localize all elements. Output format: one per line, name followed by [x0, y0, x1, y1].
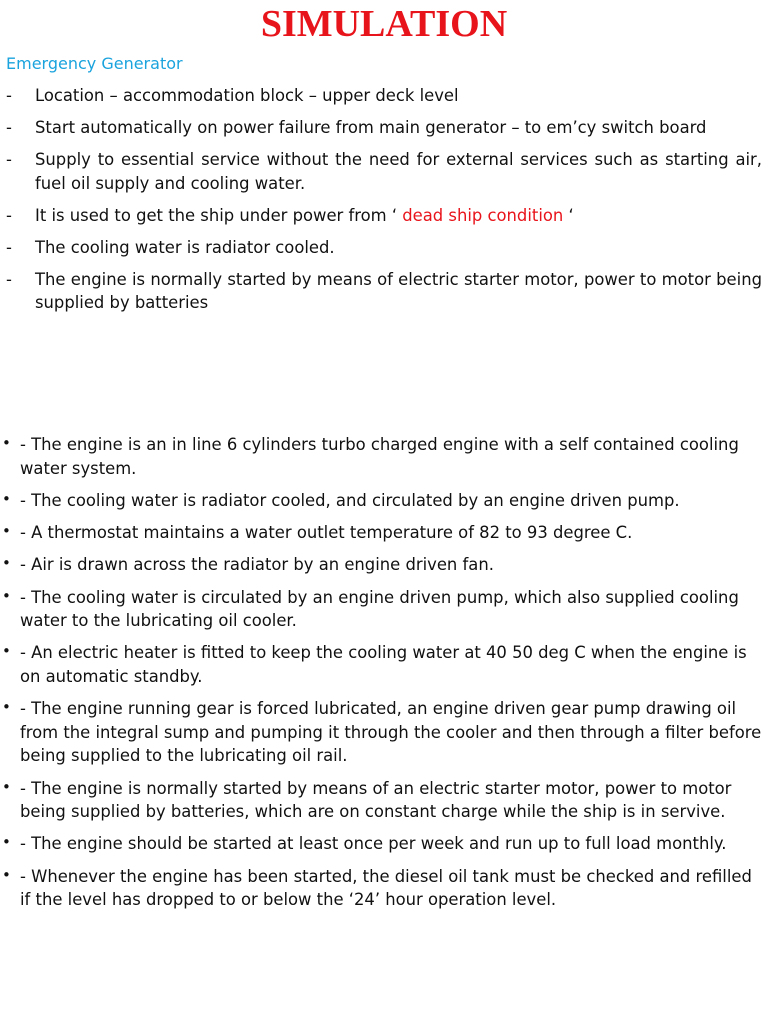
bullet-item-text: - The engine is normally started by means of an electric starter motor, power to motor being supplied by batteries, which are on constant charge while the ship is in servive. [20, 778, 732, 822]
bullet-marker: • [2, 434, 11, 452]
bullet-list-item [2, 641, 762, 688]
dash-list-item [6, 84, 762, 108]
dash-list-item [6, 204, 762, 228]
dash-marker: - [6, 150, 12, 169]
bullet-marker: • [2, 586, 11, 605]
dash-item-text-after: ‘ [563, 205, 574, 225]
bullet-list-item [2, 777, 762, 824]
bullet-item-text: - Whenever the engine has been started, the diesel oil tank must be checked and refilled if the level has dropped to or below the ‘24’ hour operation level. [20, 866, 752, 910]
bullet-marker: • [2, 777, 11, 796]
bullet-list-item [2, 489, 762, 513]
bullet-marker: • [2, 489, 11, 508]
page-title: SIMULATION [260, 3, 508, 45]
bullet-item-text: - The engine should be started at least once per week and run up to full load monthly. [20, 834, 727, 854]
bullet-marker: • [2, 698, 11, 717]
bullet-item-text: - An electric heater is fitted to keep the cooling water at 40 50 deg C when the engine is on automatic standby. [20, 643, 747, 686]
bullet-list-item [2, 586, 762, 633]
dash-list-item [6, 268, 762, 315]
bullet-marker: • [2, 554, 11, 573]
bullet-marker: • [2, 522, 11, 541]
dead-ship-condition-highlight: dead ship condition [402, 205, 564, 225]
dash-list-item [6, 116, 762, 140]
dash-item-text-before: It is used to get the ship under power from ‘ [35, 205, 403, 225]
bullet-list-item [2, 697, 762, 768]
dash-item-text: Start automatically on power failure from main generator – to em’cy switch board [35, 118, 707, 137]
dash-item-text: The engine is normally started by means of electric starter motor, power to motor being supplied by batteries [35, 269, 762, 312]
dash-item-text: Location – accommodation block – upper deck level [35, 86, 459, 105]
bullet-item-text: - The cooling water is radiator cooled, and circulated by an engine driven pump. [20, 490, 680, 510]
dash-marker: - [6, 269, 12, 289]
dash-marker: - [6, 86, 12, 105]
dash-list-item [6, 236, 762, 260]
section-subtitle: Emergency Generator [6, 54, 183, 73]
dash-item-text: The cooling water is radiator cooled. [35, 237, 335, 257]
bullet-item-text: - The engine running gear is forced lubricated, an engine driven gear pump drawing oil from the integral sump and pumping it through the cooler and then through a filter before being supplied to the lubricating oil rail. [20, 699, 762, 766]
dash-list [6, 84, 762, 323]
bullet-item-text: - The engine is an in line 6 cylinders turbo charged engine with a self contained cooling water system. [20, 435, 739, 478]
bullet-item-text: - Air is drawn across the radiator by an engine driven fan. [20, 555, 494, 575]
dash-list-item [6, 148, 762, 195]
bullet-marker: • [2, 865, 11, 884]
dash-marker: - [6, 237, 12, 257]
dash-item-text: Supply to essential service without the need for external services such as starting air, fuel oil supply and cooling water. [35, 150, 762, 193]
bullet-item-text: - A thermostat maintains a water outlet temperature of 82 to 93 degree C. [20, 523, 633, 543]
bullet-list-item [2, 553, 762, 577]
bullet-list-item [2, 433, 762, 480]
bullet-item-text: - The cooling water is circulated by an engine driven pump, which also supplied cooling water to the lubricating oil cooler. [20, 587, 739, 631]
bullet-marker: • [2, 833, 11, 852]
bullet-list-item [2, 865, 762, 912]
bullet-list-item [2, 521, 762, 545]
bullet-list [2, 433, 762, 920]
dash-marker: - [6, 118, 12, 137]
bullet-list-item [2, 832, 762, 856]
dash-marker: - [6, 205, 12, 225]
bullet-marker: • [2, 642, 11, 661]
